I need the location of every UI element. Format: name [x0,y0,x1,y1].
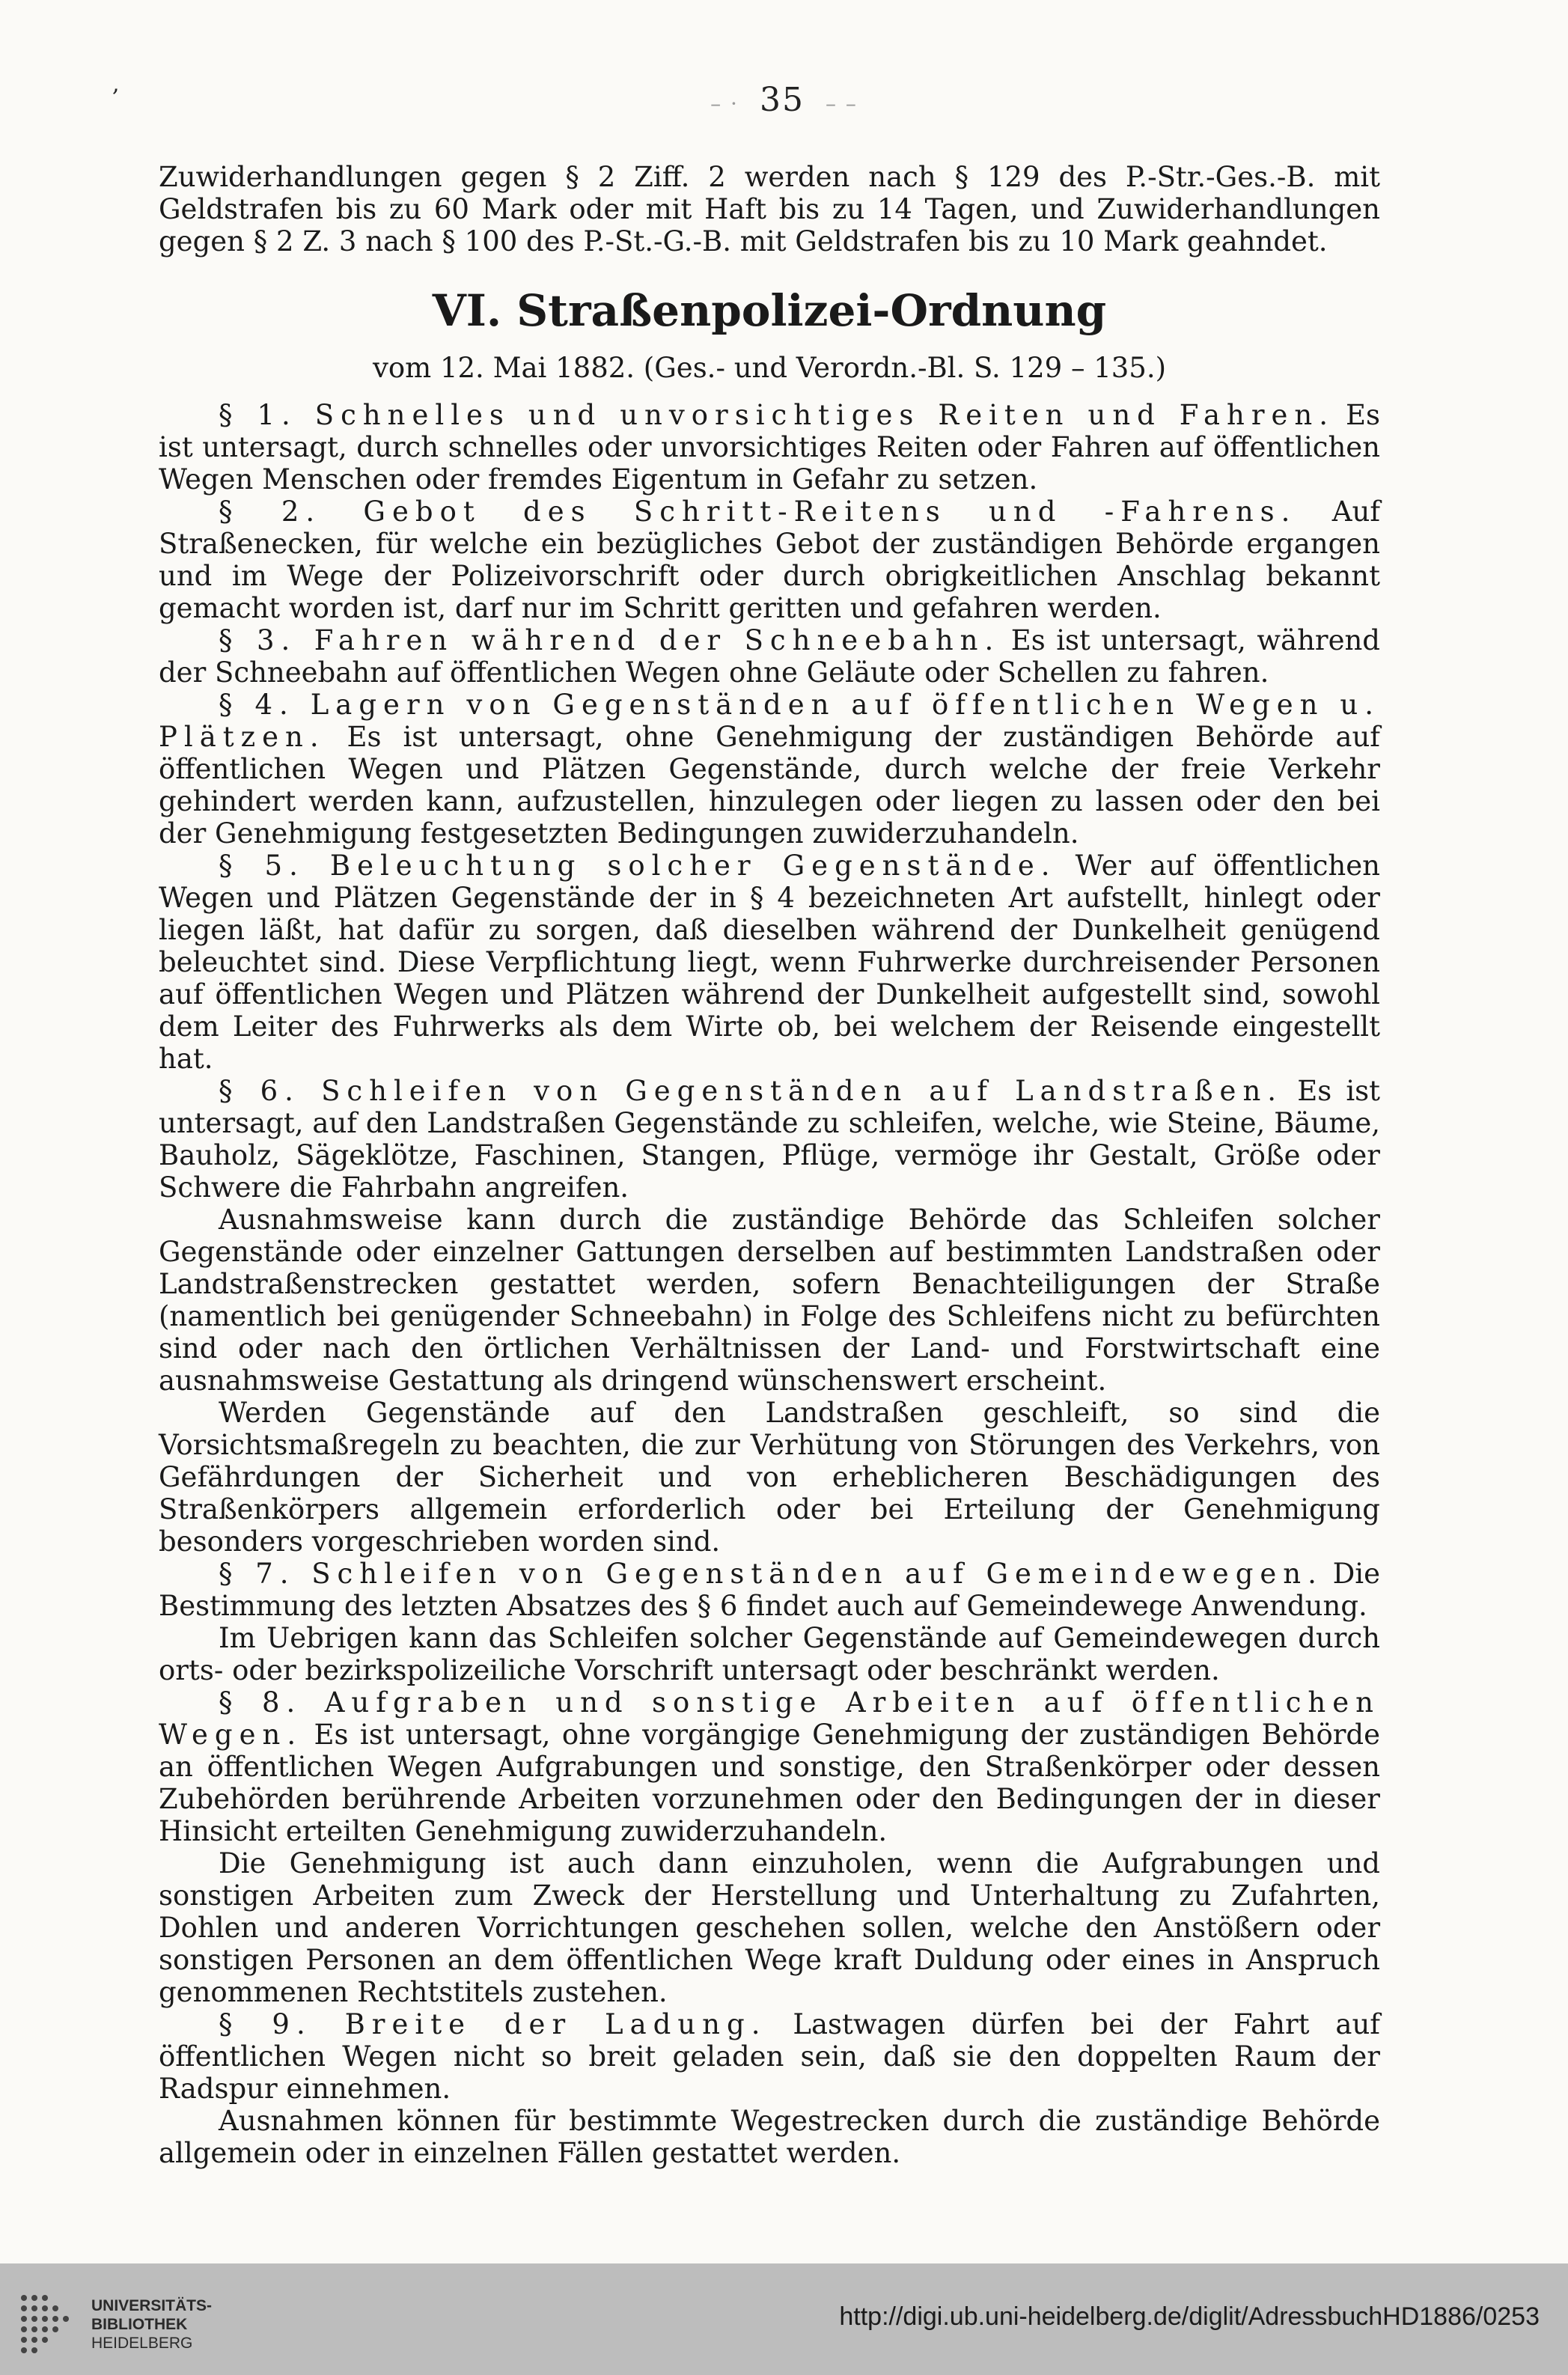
s1-text: Es ist untersagt, durch schnelles oder unvorsichtiges Reiten oder Fahren auf öffentlichen Wegen Menschen oder fremdes Eigentum in Gefahr zu setzen. [159,399,1380,496]
s8-label: § 8. Aufgraben und sonstige Arbeiten auf öffentlichen Wegen. [159,1686,1380,1751]
library-footer [0,2263,1568,2375]
s9-label: § 9. Breite der Ladung. [219,2008,767,2040]
s8-text: Es ist untersagt, ohne vorgängige Genehmigung der zuständigen Behörde an öffentlichen Wegen Aufgrabungen und sonstige, den Straßenkörper oder dessen Zubehörden berührende Arbeiten vorzunehmen oder den Bedingungen der in dieser Hinsicht erteilten Genehmigung zuwiderzuhandeln. [159,1719,1381,1847]
s1-label: § 1. Schnelles und unvorsichtiges Reiten und Fahren. [219,399,1335,431]
paragraph-s6-3: Werden Gegenstände auf den Landstraßen geschleift, so sind die Vorsichtsmaßregeln zu beachten, die zur Verhütung von Störungen des Verkehrs, von Gefährdungen der Sicherheit und von erheblicheren Beschädigungen des Straßenkörpers allgemein erforderlich oder bei Erteilung der Genehmigung besonders vorgeschrieben worden sind. [159,1397,1380,1558]
s2-label: § 2. Gebot des Schritt-Reitens und -Fahrens. [219,496,1297,528]
paragraph-s7-2: Im Uebrigen kann das Schleifen solcher Gegenstände auf Gemeindewegen durch orts- oder bezirkspolizeiliche Vorschrift untersagt oder beschränkt werden. [159,1622,1380,1686]
section-subheading: vom 12. Mai 1882. (Ges.- und Verordn.-Bl. S. 129 – 135.) [372,352,1167,384]
s2-text: Auf Straßenecken, für welche ein bezügliches Gebot der zuständigen Behörde ergangen und im Wege der Polizeivorschrift oder durch obrigkeitlichen Anschlag bekannt gemacht worden ist, darf nur im Schritt geritten und gefahren werden. [159,496,1381,624]
page-text [159,161,1380,2169]
library-line-1: UNIVERSITÄTS- [91,2297,213,2314]
s6-label: § 6. Schleifen von Gegenständen auf Landstraßen. [219,1075,1284,1107]
page-number: 35 [759,81,805,119]
paragraph-s6 [159,1075,1380,1204]
s7-label: § 7. Schleifen von Gegenständen auf Gemeindewegen. [219,1558,1323,1590]
library-logo-icon [13,2287,85,2359]
paragraph-s8-2: Die Genehmigung ist auch dann einzuholen, wenn die Aufgrabungen und sonstigen Arbeiten zum Zweck der Herstellung und Unterhaltung zu Zufahrten, Dohlen und anderen Vorrichtungen geschehen sollen, welche den Anstößern oder sonstigen Personen an dem öffentlichen Wege kraft Duldung oder eines in Anspruch genommenen Rechtstitels zustehen. [159,1847,1380,2008]
paragraph-s3 [159,624,1380,689]
s9-text: Lastwagen dürfen bei der Fahrt auf öffentlichen Wegen nicht so breit geladen sein, daß sie den doppelten Raum der Radspur einnehmen. [159,2008,1380,2105]
s7-text: Die Bestimmung des letzten Absatzes des § 6 findet auch auf Gemeindewege Anwendung. [159,1558,1380,1622]
s3-label: § 3. Fahren während der Schneebahn. [219,624,1001,656]
s5-text: Wer auf öffentlichen Wegen und Plätzen Gegenstände der in § 4 bezeichneten Art aufstellt, hinlegt oder liegen läßt, hat dafür zu sorgen, daß dieselben während der Dunkelheit genügend beleuchtet sind. Diese Verpflichtung liegt, wenn Fuhrwerke durchreisender Personen auf öffentlichen Wegen und Plätzen während der Dunkelheit aufgestellt sind, sowohl dem Leiter des Fuhrwerks als dem Wirte ob, bei welchem der Reisende eingestellt hat. [159,850,1380,1075]
s4-label: § 4. Lagern von Gegenständen auf öffentlichen Wegen u. Plätzen. [159,689,1380,753]
page-number-line: – · 35 – – [710,81,858,119]
s4-text: Es ist untersagt, ohne Genehmigung der zuständigen Behörde auf öffentlichen Wegen und Plätzen Gegenstände, durch welche der freie Verkehr gehindert werden kann, aufzustellen, hinzulegen oder liegen zu lassen oder den bei der Genehmigung festgesetzten Bedingungen zuwiderzuhandeln. [159,721,1380,850]
s3-text: Es ist untersagt, während der Schneebahn auf öffentlichen Wegen ohne Geläute oder Schellen zu fahren. [159,624,1380,689]
s5-label: § 5. Beleuchtung solcher Gegenstände. [219,850,1057,882]
margin-mark: , [112,71,120,97]
paragraph-s8 [159,1686,1380,1847]
paragraph-s4 [159,689,1380,850]
paragraph-s1 [159,399,1380,496]
library-line-3: HEIDELBERG [91,2335,193,2352]
paragraph-s7 [159,1558,1380,1622]
paragraph-s6-2: Ausnahmsweise kann durch die zuständige Behörde das Schleifen solcher Gegenstände oder einzelner Gattungen derselben auf bestimmten Landstraßen oder Landstraßenstrecken gestattet werden, sofern Benachteiligungen der Straße (namentlich bei genügender Schneebahn) in Folge des Schleifens nicht zu befürchten sind oder nach den örtlichen Verhältnissen der Land- und Forstwirtschaft eine ausnahmsweise Gestattung als dringend wünschenswert erscheint. [159,1204,1380,1397]
intro-paragraph: Zuwiderhandlungen gegen § 2 Ziff. 2 werden nach § 129 des P.-Str.-Ges.-B. mit Geldstrafen bis zu 60 Mark oder mit Haft bis zu 14 Tagen, und Zuwiderhandlungen gegen § 2 Z. 3 nach § 100 des P.-St.-G.-B. mit Geldstrafen bis zu 10 Mark geahndet. [159,161,1380,257]
paragraph-s9-2: Ausnahmen können für bestimmte Wegestrecken durch die zuständige Behörde allgemein oder in einzelnen Fällen gestattet werden. [159,2105,1380,2169]
paragraph-s5 [159,850,1380,1075]
s6-text: Es ist untersagt, auf den Landstraßen Gegenstände zu schleifen, welche, wie Steine, Bäume, Bauholz, Sägeklötze, Faschinen, Stangen, Pflüge, vermöge ihr Gestalt, Größe oder Schwere die Fahrbahn angreifen. [159,1075,1381,1204]
paragraph-s9 [159,2008,1380,2105]
paragraph-s2 [159,496,1380,624]
library-name [91,2296,212,2353]
section-heading: VI. Straßenpolizei-Ordnung [432,285,1107,336]
source-url-link[interactable]: http://digi.ub.uni-heidelberg.de/diglit/AdressbuchHD1886/0253 [839,2302,1540,2331]
library-line-2: BIBLIOTHEK [91,2316,188,2333]
